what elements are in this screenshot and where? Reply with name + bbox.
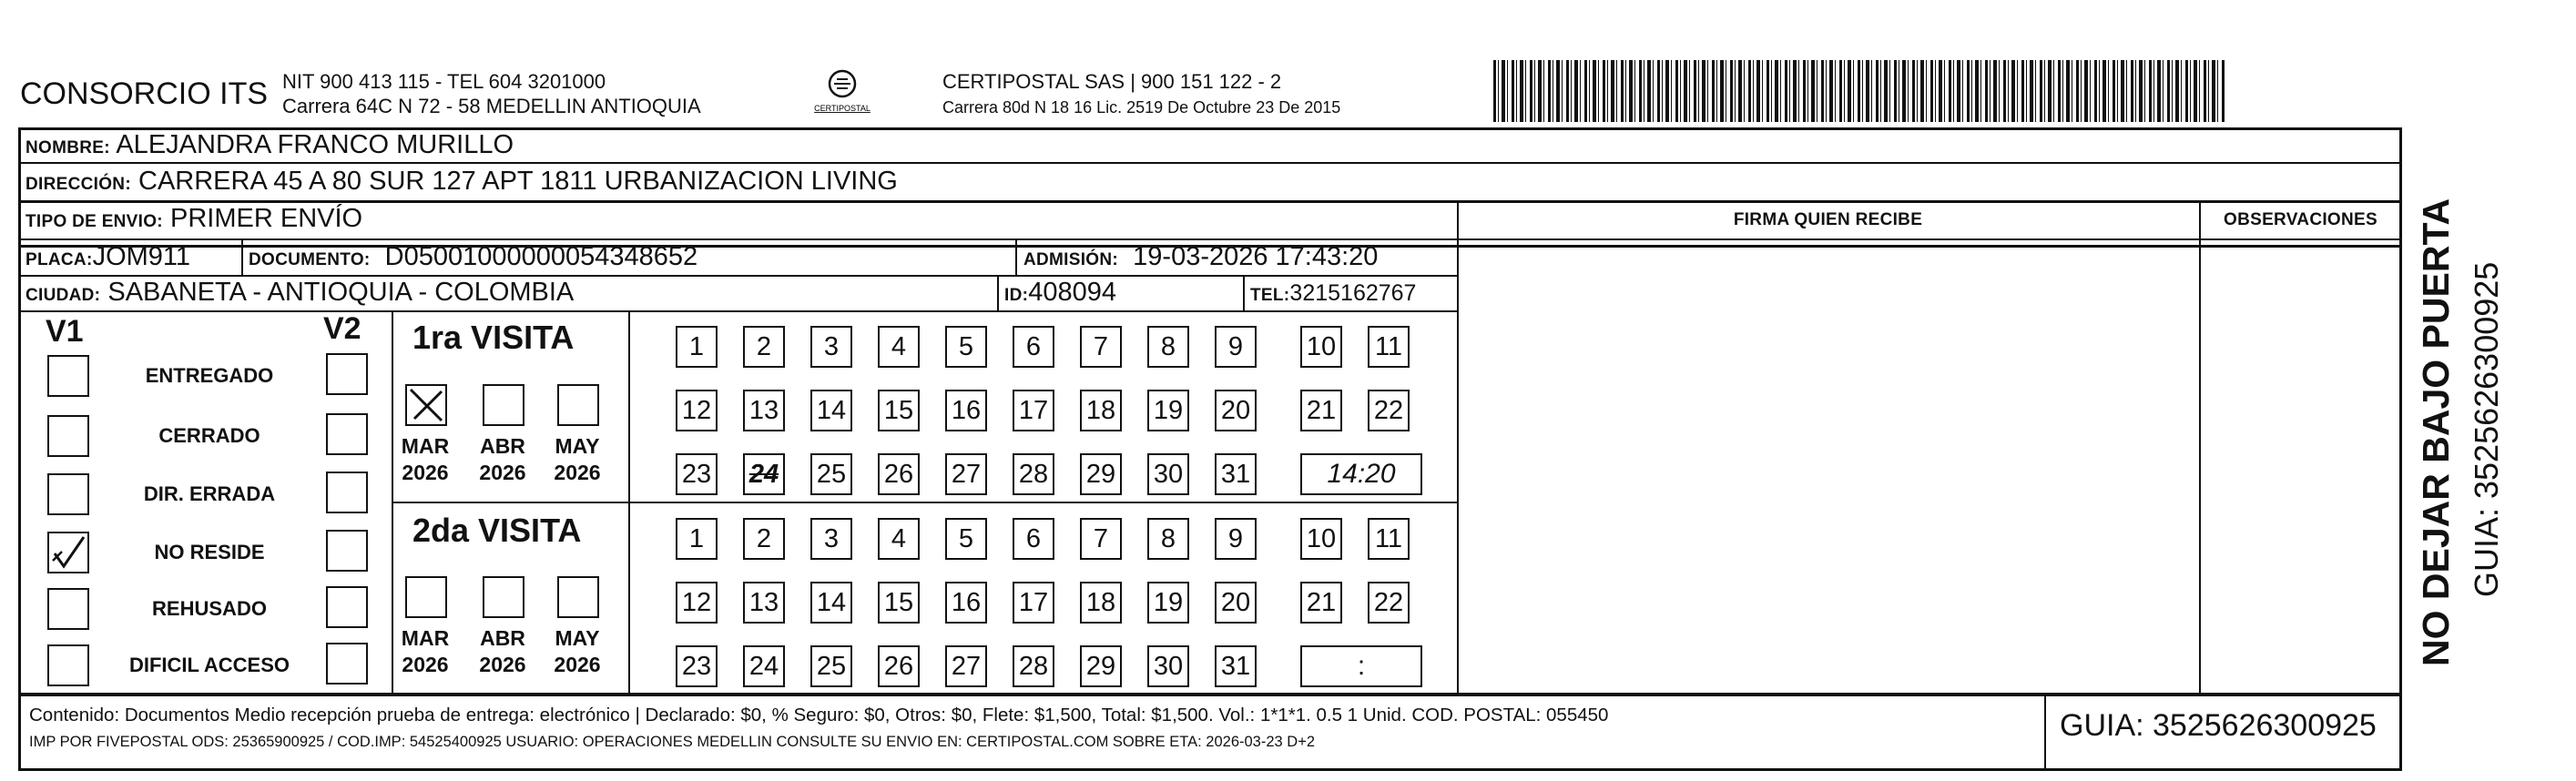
day-box[interactable]: 21 — [1300, 582, 1342, 624]
tipo-envio-field: TIPO DE ENVIO: PRIMER ENVÍO — [25, 204, 363, 233]
footer-guia: GUIA: 3525626300925 — [2060, 708, 2377, 743]
day-box[interactable]: 25 — [810, 645, 852, 687]
day-box[interactable]: 14 — [810, 390, 852, 431]
month-label: MAY 2026 — [554, 434, 601, 484]
day-box[interactable]: 26 — [878, 645, 920, 687]
v1-checkbox[interactable] — [47, 415, 89, 457]
day-box[interactable]: 5 — [945, 518, 987, 560]
status-label: REHUSADO — [152, 597, 267, 620]
day-box[interactable]: 18 — [1080, 390, 1122, 431]
carrier-name: CERTIPOSTAL SAS | 900 151 122 - 2 — [942, 70, 1282, 93]
month-label: MAY 2026 — [554, 626, 601, 676]
month-checkbox[interactable] — [405, 576, 447, 618]
day-box[interactable]: 4 — [878, 326, 920, 368]
month-checkbox[interactable] — [483, 384, 524, 426]
day-box[interactable]: 11 — [1368, 326, 1410, 368]
v2-checkbox[interactable] — [326, 472, 368, 513]
day-box[interactable]: 7 — [1080, 518, 1122, 560]
placa-field: PLACA:JOM911 — [25, 242, 191, 271]
day-box[interactable]: 13 — [743, 390, 785, 431]
direccion-field: DIRECCIÓN: CARRERA 45 A 80 SUR 127 APT 1811 URBANIZACION LIVING — [25, 167, 898, 196]
time-box[interactable]: 14:20 — [1300, 453, 1422, 495]
day-box[interactable]: 12 — [676, 390, 718, 431]
visit-2-title: 2da VISITA — [412, 512, 582, 549]
day-box[interactable]: 5 — [945, 326, 987, 368]
day-box[interactable]: 9 — [1215, 326, 1257, 368]
month-checkbox[interactable] — [483, 576, 524, 618]
observaciones-header: OBSERVACIONES — [2224, 210, 2377, 229]
day-box[interactable]: 29 — [1080, 453, 1122, 495]
day-box[interactable]: 26 — [878, 453, 920, 495]
day-box[interactable]: 21 — [1300, 390, 1342, 431]
day-box[interactable]: 28 — [1013, 645, 1054, 687]
day-box[interactable]: 2 — [743, 326, 785, 368]
barcode-image — [1493, 60, 2226, 122]
day-box[interactable]: 30 — [1147, 645, 1189, 687]
status-label: DIR. ERRADA — [143, 482, 276, 505]
day-box[interactable]: 20 — [1215, 390, 1257, 431]
footer-content-line: Contenido: Documentos Medio recepción prueba de entrega: electrónico | Declarado: $0, % Seguro: $0, Otros: $0, Flete: $1,500, Total: $1,500. Vol.: 1*1*1. 0.5 1 Unid. COD. POSTAL: 055450 — [29, 705, 1609, 725]
month-label: MAR 2026 — [401, 626, 450, 676]
time-box[interactable]: : — [1300, 645, 1422, 687]
status-label: ENTREGADO — [145, 364, 274, 387]
day-box[interactable]: 7 — [1080, 326, 1122, 368]
footer-print-line: IMP POR FIVEPOSTAL ODS: 25365900925 / COD.IMP: 54525400925 USUARIO: OPERACIONES MEDELLIN CONSULTE SU ENVIO EN: CERTIPOSTAL.COM SOBRE ETA: 2026-03-23 D+2 — [29, 734, 1316, 750]
day-box[interactable]: 17 — [1013, 390, 1054, 431]
ciudad-field: CIUDAD: SABANETA - ANTIOQUIA - COLOMBIA — [25, 278, 575, 307]
certipostal-logo — [810, 67, 874, 118]
admision-field: ADMISIÓN: 19-03-2026 17:43:20 — [1023, 242, 1379, 271]
company-address: Carrera 64C N 72 - 58 MEDELLIN ANTIOQUIA — [282, 95, 701, 117]
id-field: ID:408094 — [1004, 278, 1117, 307]
svg-text:CERTIPOSTAL: CERTIPOSTAL — [814, 104, 871, 113]
day-box[interactable]: 11 — [1368, 518, 1410, 560]
day-box[interactable]: 10 — [1300, 326, 1342, 368]
day-box[interactable]: 20 — [1215, 582, 1257, 624]
day-box[interactable]: 4 — [878, 518, 920, 560]
day-box[interactable]: 30 — [1147, 453, 1189, 495]
visit-1-title: 1ra VISITA — [412, 319, 575, 356]
day-box[interactable]: 19 — [1147, 582, 1189, 624]
day-box[interactable]: 22 — [1368, 390, 1410, 431]
day-box[interactable]: 24 — [743, 645, 785, 687]
company-nit: NIT 900 413 115 - TEL 604 3201000 — [282, 70, 606, 93]
v2-label: V2 — [323, 311, 361, 346]
day-box[interactable]: 10 — [1300, 518, 1342, 560]
nombre-field: NOMBRE: ALEJANDRA FRANCO MURILLO — [25, 130, 514, 159]
v2-checkbox[interactable] — [326, 586, 368, 628]
day-box[interactable]: 2 — [743, 518, 785, 560]
day-box[interactable]: 27 — [945, 645, 987, 687]
day-box[interactable]: 15 — [878, 582, 920, 624]
day-box[interactable]: 9 — [1215, 518, 1257, 560]
documento-field: DOCUMENTO: D05001000000054348652 — [249, 242, 698, 271]
v1-checkbox[interactable] — [47, 588, 89, 630]
v1-checkbox[interactable] — [47, 473, 89, 515]
v1-checkbox[interactable] — [47, 644, 89, 686]
v2-checkbox[interactable] — [326, 413, 368, 455]
v1-label: V1 — [46, 314, 84, 349]
status-label: DIFICIL ACCESO — [128, 654, 290, 676]
day-box[interactable]: 28 — [1013, 453, 1054, 495]
month-checkbox[interactable] — [557, 576, 599, 618]
day-box[interactable]: 15 — [878, 390, 920, 431]
tel-field: TEL:3215162767 — [1250, 280, 1417, 306]
month-label: ABR 2026 — [479, 434, 526, 484]
firma-header: FIRMA QUIEN RECIBE — [1733, 210, 1923, 229]
day-box[interactable]: 31 — [1215, 645, 1257, 687]
day-box[interactable]: 27 — [945, 453, 987, 495]
day-box[interactable]: 6 — [1013, 518, 1054, 560]
company-name: CONSORCIO ITS — [20, 76, 269, 111]
v2-checkbox[interactable] — [326, 530, 368, 572]
status-label: CERRADO — [158, 424, 260, 447]
day-box[interactable]: 12 — [676, 582, 718, 624]
v2-checkbox[interactable] — [326, 643, 368, 685]
day-box[interactable]: 31 — [1215, 453, 1257, 495]
day-box[interactable]: 17 — [1013, 582, 1054, 624]
month-checkbox[interactable] — [405, 384, 447, 426]
day-box[interactable]: 23 — [676, 453, 718, 495]
day-box[interactable]: 18 — [1080, 582, 1122, 624]
day-box[interactable]: 8 — [1147, 326, 1189, 368]
day-box[interactable]: 29 — [1080, 645, 1122, 687]
day-box[interactable]: 24 — [743, 453, 785, 495]
day-box[interactable]: 14 — [810, 582, 852, 624]
day-box[interactable]: 6 — [1013, 326, 1054, 368]
month-checkbox[interactable] — [557, 384, 599, 426]
v2-checkbox[interactable] — [326, 353, 368, 395]
day-box[interactable]: 22 — [1368, 582, 1410, 624]
month-label: MAR 2026 — [401, 434, 450, 484]
carrier-license: Carrera 80d N 18 16 Lic. 2519 De Octubre 23 De 2015 — [942, 98, 1341, 117]
status-label: NO RESIDE — [154, 541, 265, 563]
month-label: ABR 2026 — [479, 626, 526, 676]
v1-checkbox[interactable] — [47, 532, 89, 573]
no-dejar-bajo-puerta: NO DEJAR BAJO PUERTA — [2415, 198, 2457, 666]
day-box[interactable]: 23 — [676, 645, 718, 687]
day-box[interactable]: 19 — [1147, 390, 1189, 431]
day-box[interactable]: 3 — [810, 518, 852, 560]
v1-checkbox[interactable] — [47, 355, 89, 397]
day-box[interactable]: 1 — [676, 518, 718, 560]
day-box[interactable]: 16 — [945, 582, 987, 624]
day-box[interactable]: 13 — [743, 582, 785, 624]
day-box[interactable]: 16 — [945, 390, 987, 431]
day-box[interactable]: 8 — [1147, 518, 1189, 560]
day-box[interactable]: 3 — [810, 326, 852, 368]
day-box[interactable]: 25 — [810, 453, 852, 495]
side-guia: GUIA: 3525626300925 — [2468, 261, 2505, 597]
day-box[interactable]: 1 — [676, 326, 718, 368]
